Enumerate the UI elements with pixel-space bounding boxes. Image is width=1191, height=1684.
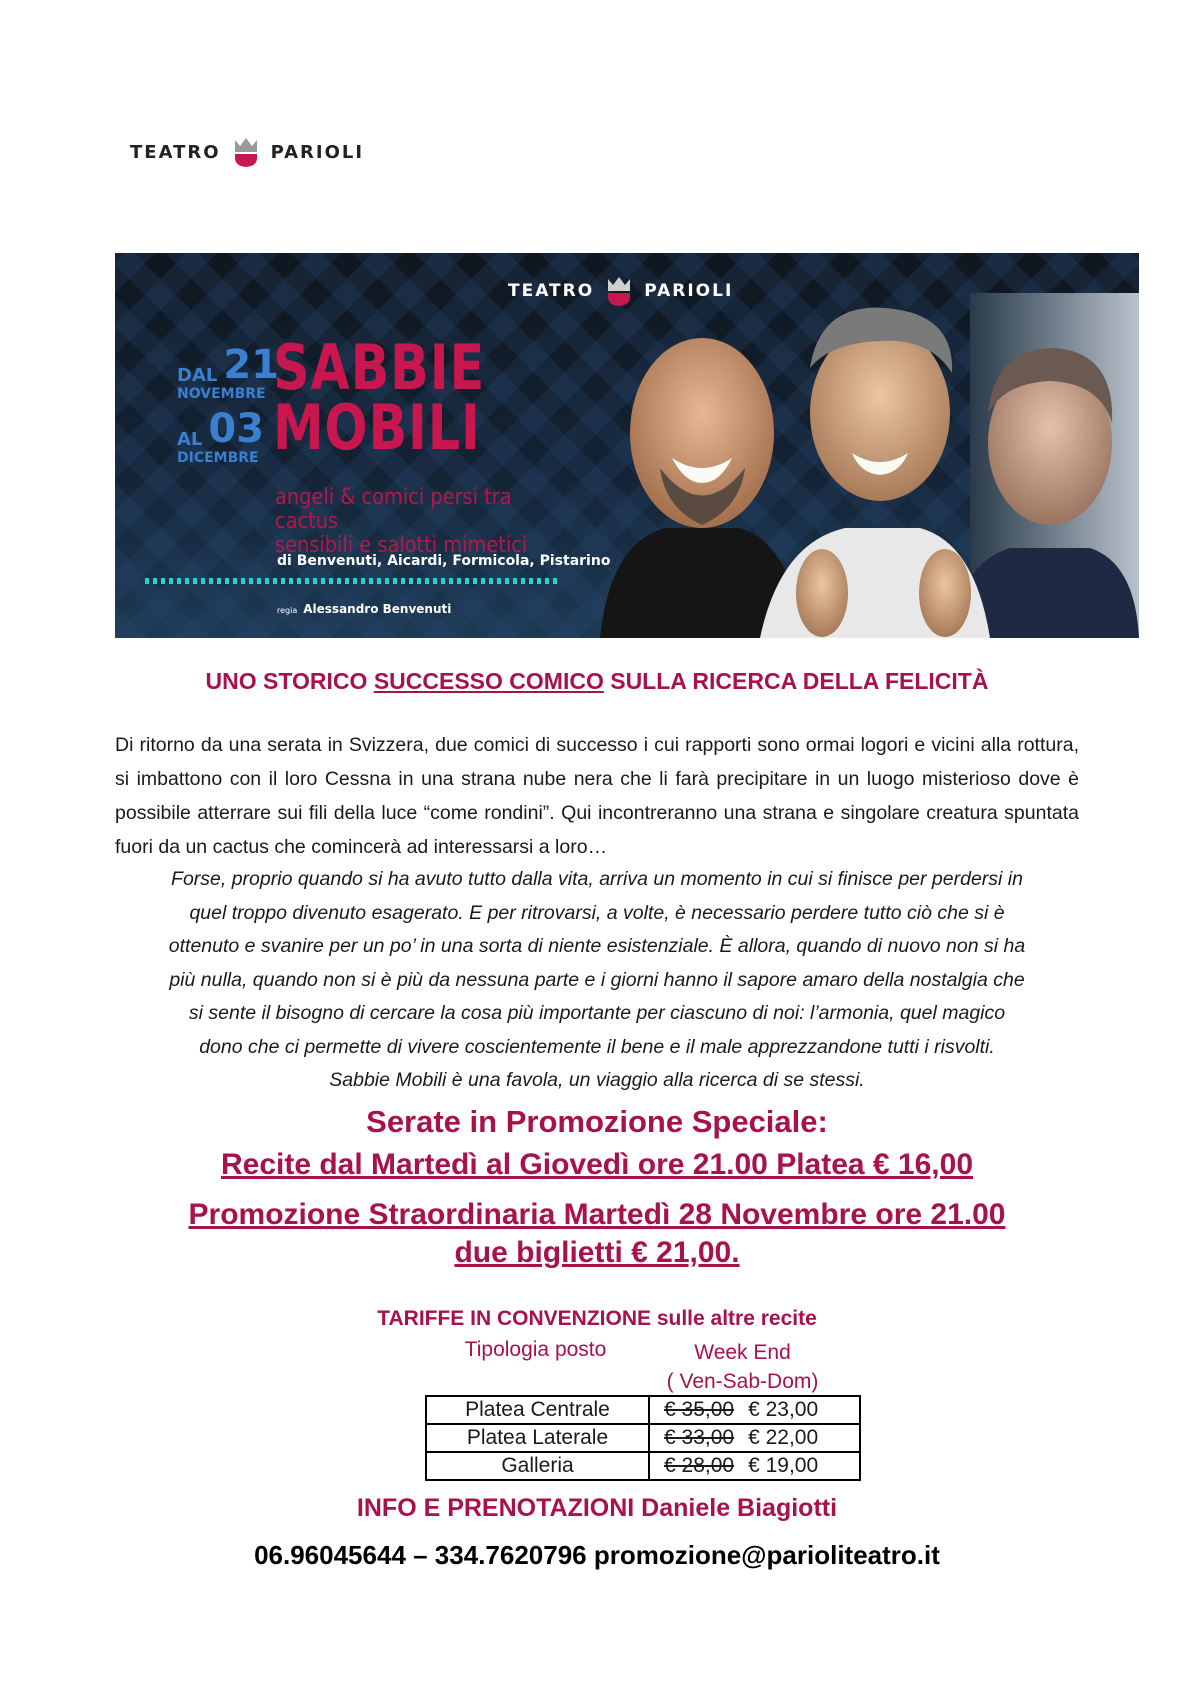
italic-paragraph [115,863,1079,1098]
headline-after: SULLA RICERCA DELLA FELICITÀ [603,668,989,694]
tagline-line2: sensibili e salotti mimetici [275,533,528,558]
weekend-days: ( Ven-Sab-Dom) [666,1370,819,1393]
theatre-logo [130,136,364,168]
table-row [426,1452,860,1480]
italic-line: ottenuto e svanire per un po’ in una sorta di niente esistenziale. È allora, quando di nuovo non si ha [168,935,1026,957]
italic-line: dono che ci permette di vivere coscientemente il bene e il male apprezzandone tutti i risvolti. [199,1035,995,1058]
italic-line: si sente il bisogno di cercare la cosa più importante per ciascuno di noi: l’armonia, quel magico [188,1002,1006,1024]
tariffe-title: TARIFFE IN CONVENZIONE sulle altre recite [377,1307,817,1330]
banner-logo-left: TEATRO [508,281,595,301]
table-row [426,1424,860,1452]
date-from-prefix: DAL [177,365,218,386]
director-name: Alessandro Benvenuti [303,602,452,616]
crown-icon [233,136,259,168]
price-cell [649,1396,860,1424]
prices-table [425,1395,861,1481]
contact-details[interactable]: 06.96045644 – 334.7620796 promozione@parioliteatro.it [254,1540,940,1570]
decorative-line [145,578,560,584]
date-to-day: 03 [208,406,265,452]
headline-before: UNO STORICO [205,668,374,694]
headline-underlined: SUCCESSO COMICO [373,668,604,694]
italic-line: Sabbie Mobili è una favola, un viaggio alla ricerca di se stessi. [329,1069,865,1091]
show-tagline [275,486,565,558]
column-header-weekend [646,1338,839,1396]
old-price: € 33,00 [664,1426,735,1449]
seat-type: Galleria [426,1452,649,1480]
director-label: regia [277,606,298,615]
old-price: € 28,00 [664,1454,735,1477]
headline [115,668,1079,695]
date-to-prefix: AL [177,429,203,450]
logo-text-left: TEATRO [130,141,221,163]
promo-line3: due biglietti € 21,00. [454,1236,740,1269]
new-price: € 22,00 [748,1426,819,1449]
italic-line: più nulla, quando non si è più da nessuna parte e i giorni hanno il sapore amaro della nostalgia che [169,968,1025,991]
show-title-line1: SABBIE [273,331,486,404]
date-from-month: NOVEMBRE [177,386,266,402]
new-price: € 23,00 [748,1398,819,1421]
description-paragraph: Di ritorno da una serata in Svizzera, due comici di successo i cui rapporti sono ormai logori e vicini alla rottura, si imbattono con il loro Cessna in una strana nube nera che li farà precipitare in un luogo misterioso dove è possibile atterrare sui fili della luce “come rondini”. Qui incontreranno una strana e singolare creatura spuntata fuori da un cactus che comincerà ad interessarsi a loro… [115,734,1079,858]
price-cell [649,1424,860,1452]
old-price: € 35,00 [664,1398,735,1421]
info-booking: INFO E PRENOTAZIONI Daniele Biagiotti [356,1494,838,1522]
show-dates [177,342,280,466]
table-row [426,1396,860,1424]
new-price: € 19,00 [748,1454,819,1477]
date-from-day: 21 [223,342,280,388]
show-title [273,331,486,464]
show-director [277,602,451,616]
promo-title: Serate in Promozione Speciale: [366,1104,828,1139]
weekend-label: Week End [694,1341,791,1364]
italic-line: Forse, proprio quando si ha avuto tutto dalla vita, arriva un momento in cui si finisce per perdersi in [171,868,1023,890]
promo-line1: Recite dal Martedì al Giovedì ore 21.00 Platea € 16,00 [220,1148,974,1181]
date-to-month: DICEMBRE [177,450,259,466]
logo-text-right: PARIOLI [270,141,365,163]
tagline-line1: angeli & comici persi tra cactus [275,485,512,534]
actors-photo [590,293,1139,638]
seat-type: Platea Laterale [426,1424,649,1452]
italic-line: quel troppo divenuto esagerato. E per ritrovarsi, a volte, è necessario perdere tutto ciò che si è [189,901,1005,924]
column-header-type: Tipologia posto [464,1338,607,1361]
promo-line2: Promozione Straordinaria Martedì 28 Novembre ore 21.00 [188,1198,1006,1231]
show-title-line2: MOBILI [273,391,481,464]
price-cell [649,1452,860,1480]
show-authors: di Benvenuti, Aicardi, Formicola, Pistarino [277,553,611,569]
show-banner [115,253,1139,638]
seat-type: Platea Centrale [426,1396,649,1424]
banner-logo-right: PARIOLI [644,281,734,301]
